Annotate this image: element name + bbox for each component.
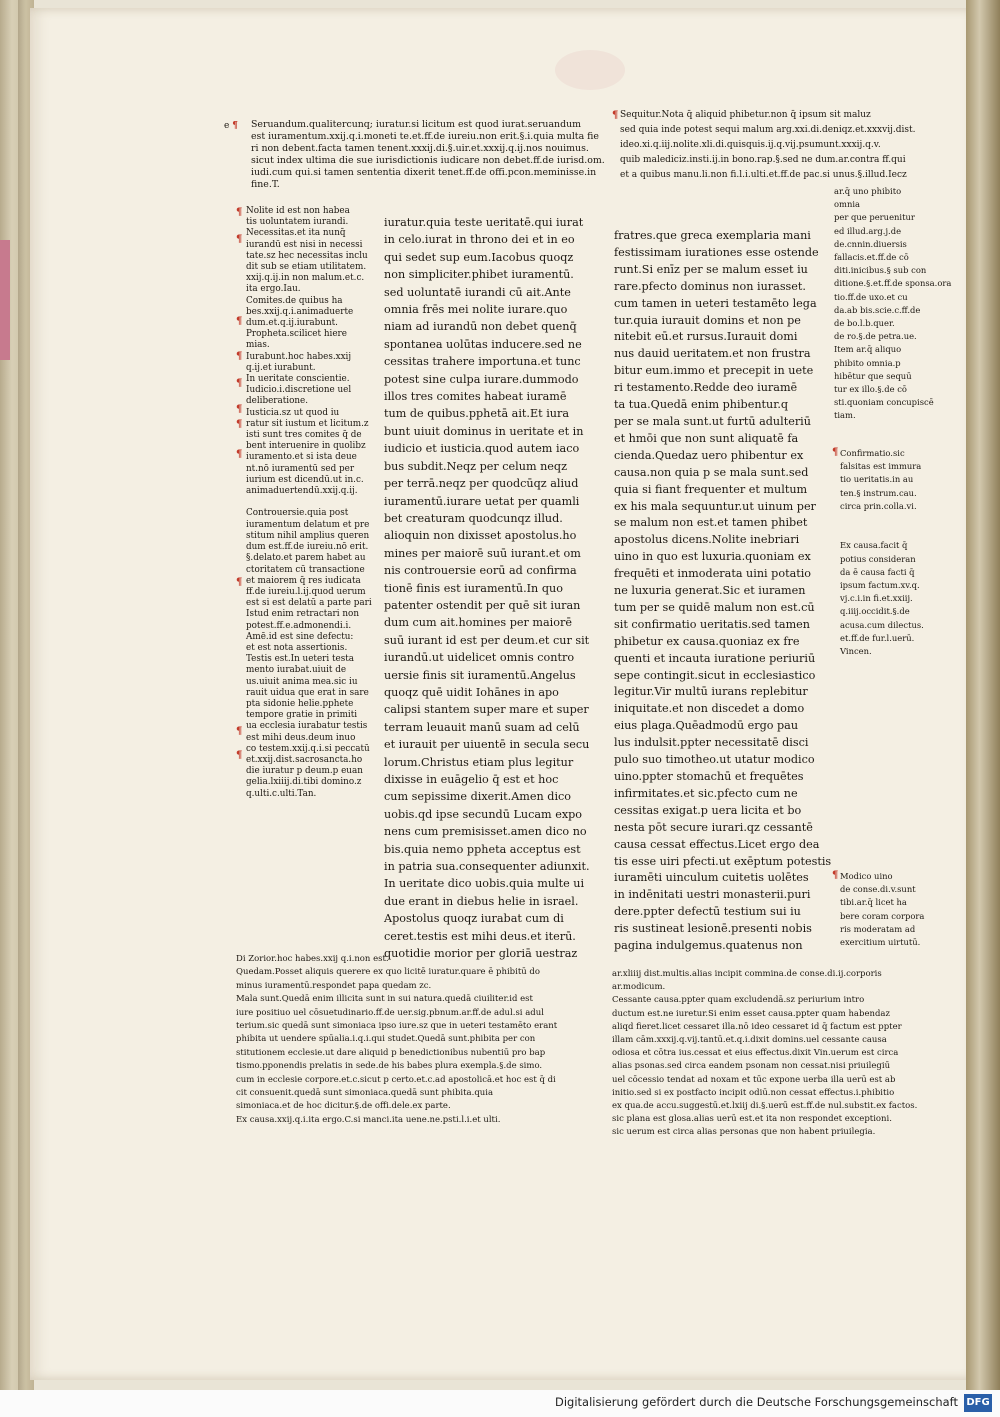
gloss-right-column: ar.q̄ uno phibito omnia per que peruenitur ed illud.arg.j.de de.cnnin.diuersis fallacis.et.ff.de cō diti.inicibus.§ sub con ditione.§.et.ff.de sponsa.ora tio.ff.de uxo.et cu da.ab bis.scie.c.ff.de de bo.l.b.quer. de ro.§.de petra.ue. Item ar.q̄ aliquo phibito omnia.p hibētur que sequū tur ex illo.§.de cō sti.quoniam concupiscē tiam. xyxy=(834,186,952,421)
gloss-bottom-right: ar.xliiij dist.multis.alias incipit commina.de conse.di.ij.corporis ar.modicum. Cessante causa.ppter quam excludendā.sz periurium intro ductum est.ne iuretur.Si enim esset causa.ppter quam habendaz aliqd fieret.licet cessaret illa.nō ideo cessaret id q̄ factum est ppter illam cām.xxxij.q.vij.tantū.et.q.i.dixit domins.uel cessante causa odiosa et cōtra ius.cessat et eius effectus.dixit Vin.uerum est circa alias psonas.sed circa eandem psonam non cessat.nisi priuilegiū uel cōcessio tendat ad noxam et tūc expone uerba illa uerū est ab initio.sed si ex postfacto incipit odiū.non cessat effectus.i.phibitio ex qua.de accu.suggestū.et.lxiij di.§.uerū est.ff.de nul.substit.ex factos. sic plana est glosa.alias uerū est.et ita non respondet exceptioni. sic uerum est circa alias personas que non habent priuilegia. xyxy=(612,969,918,1138)
gloss-right-column-3: Modico uino de conse.di.v.sunt tibi.ar.q̄ licet ha bere coram corpora ris moderatam ad exercitium uirtutū. xyxy=(840,871,925,948)
funding-caption: Digitalisierung gefördert durch die Deutsche Forschungsgemeinschaft xyxy=(555,1395,958,1409)
rubric-mark: ¶ xyxy=(236,316,243,327)
main-text-column-1: iuratur.quia teste ueritatē.qui iurat in celo.iurat in throno dei et in eo qui sedet sup eum.Iacobus quoqz non simpliciter.phibet iuramentū. sed uoluntatē iurandi cū ait.Ante omnia frēs mei nolite iurare.quo niam ad iurandū non debet quenq̄ spontanea uolūtas inducere.sed ne cessitas trahere importuna.et tunc potest sine culpa iurare.dummodo illos tres comites habeat iuramē tum de quibus.pphetā ait.Et iura bunt uiuit dominus in ueritate et in iudicio et iusticia.quod autem iaco bus subdit.Neqz per celum neqz per terrā.neqz per quodcūqz aliud iuramentū.iurare uetat per quamli bet creaturam quodcunqz illud. alioquin non dixisset apostolus.ho mines per maiorē suū iurant.et om nis controuersie eorū ad confirma tionē finis est iuramentū.In quo patenter ostendit per quē sit iuran dum cum ait.homines per maiorē suū iurant id est per deum.et cur sit iurandū.ut uidelicet omnis contro uersie finis sit iuramentū.Angelus quoqz quē uidit Iohānes in apo calipsi stantem super mare et super terram leuauit manū suam ad celū et iurauit per uiuentē in secula secu lorum.Christus etiam plus legitur dixisse in euāgelio q̄ est et hoc cum sepissime dixerit.Amen dico uobis.qd ipse secundū Lucam expo nens cum premisisset.amen dico no bis.quia nemo ppheta acceptus est in patria sua.consequenter adiunxit. In ueritate dico uobis.quia multe ui due erant in diebus helie in israel. Apostolus quoqz iurabat cum di ceret.testis est mihi deus.et iterū. quotidie morior per gloriā uestraz xyxy=(384,216,590,961)
dfg-logo: DFG xyxy=(964,1394,992,1412)
page-stain xyxy=(555,50,625,90)
right-binding xyxy=(966,0,1000,1390)
gloss-top-right: Sequitur.Nota q̄ aliquid phibetur.non q̄ ipsum sit maluz sed quia inde potest sequi malum arg.xxi.di.deniqz.et.xxxvij.dist. ideo.xi.q.iij.nolite.xli.di.quisquis.ij.q.vij.psumunt.xxxij.q.v. quib malediciz.insti.ij.in bono.rap.§.sed ne dum.ar.contra ff.qui et a quibus manu.li.non fi.l.i.ulti.et.ff.de pac.si unus.§.illud.Iecz xyxy=(620,110,916,180)
rubric-mark: ¶ xyxy=(236,351,243,362)
rubric-mark: ¶ xyxy=(612,110,619,121)
rubric-mark: ¶ xyxy=(832,870,839,881)
page-edge xyxy=(0,0,34,1390)
rubric-mark: ¶ xyxy=(236,234,243,245)
rubric-mark: ¶ xyxy=(236,449,243,460)
spine-shadow xyxy=(18,0,26,1390)
main-text-column-2: fratres.que greca exemplaria mani festissimam iurationes esse ostende runt.Si enīz per se malum esset iu rare.pfecto dominus non iurasset. cum tamen in ueteri testamēto lega tur.quia iurauit domins et non pe nitebit eū.et rursus.Iurauit domi nus dauid ueritatem.et non frustra bitur eum.immo et precepit in uete ri testamento.Redde deo iuramē ta tua.Quedā enim phibentur.q per se mala sunt.ut furtū adulteriū et hmōi que non sunt aliquatē fa cienda.Quedaz uero phibentur ex causa.non quia p se mala sunt.sed quia si fiant frequenter et multum ex his mala sequuntur.ut uinum per se malum non est.et tamen phibet apostolus dicens.Nolite inebriari uino in quo est luxuria.quoniam ex frequēti et inmoderata uini potatio ne luxuria generat.Sic et iuramen tum per se quidē malum non est.cū sit confirmatio ueritatis.sed tamen phibetur ex causa.quoniaz ex fre quenti et incauta iuratione periuriū sepe contingit.sicut in ecclesiastico legitur.Vir multū iurans replebitur iniquitate.et non discedet a domo eius plaga.Quēadmodū ergo pau lus indulsit.ppter necessitatē disci pulo suo timotheo.ut utatur modico uino.ppter stomachū et frequētes infirmitates.et sic.pfecto cum ne cessitas exigat.p uera licita et bo nesta pōt secure iurari.qz cessantē causa cessat effectus.Licet ergo dea tis esse uiri pfecti.ut exēptum potestis iuramēti uinculum cuitetis uolētes in indēnitati uestri monasterii.puri dere.ppter defectū testium sui iu ris sustineat lesionē.presenti nobis pagina indulgemus.quatenus non xyxy=(614,229,832,953)
rubric-mark: ¶ xyxy=(236,750,243,761)
gloss-left-column: Nolite id est non habea tis uoluntatem iurandi. Necessitas.et ita nunq̄ iurandū est nisi in necessi tate.sz hec necessitas inclu dit sub se etiam utilitatem. xxij.q.ij.in non malum.et.c. ita ergo.Iau. Comites.de quibus ha bes.xxij.q.i.animaduerte dum.et.q.ij.iurabunt. Propheta.scilicet hiere mias. Iurabunt.hoc habes.xxij q.ij.et iurabunt. In ueritate conscientie. Iudicio.i.discretione uel deliberatione. Iusticia.sz ut quod iu ratur sit iustum et licitum.z isti sunt tres comites q̄ de bent interuenire in quolibz iuramento.et si ista deue nt.nō iuramentū sed per iurium est dicendū.ut in.c. animaduertendū.xxij.q.ij. Controuersie.quia post iuramentum delatum et pre stitum nihil amplius queren dum est.ff.de iureiu.nō erit. §.delato.et parem habet au ctoritatem cū transactione et maiorem q̄ res iudicata ff.de iureiu.l.ij.quod uerum est si est delatū a parte pari Istud enim retractari non potest.ff.e.admonendi.i. Amē.id est sine defectu: et est nota assertionis. Testis est.In ueteri testa mento iurabat.uiuit de us.uiuit anima mea.sic iu rauit uidua que erat in sare pta sidonie helie.pphete tempore gratie in primiti ua ecclesia iurabatur testis est mihi deus.deum inuo co testem.xxij.q.i.si peccatū et.xxij.dist.sacrosancta.ho die iuratur p deum.p euan gelia.lxiiij.di.tibi domino.z q.ulti.c.ulti.Tan. xyxy=(246,206,372,799)
gloss-top-left: Seruandum.qualitercunq; iuratur.si licitum est quod iurat.seruandum est iuramentum.xxij.q.i.moneti te.et.ff.de iureiu.non erit.§.i.quia multa ri non debent.facta tamen tenent.xxxij.di.§.uir.et.xxxij.q.ij.nos nouimus. sicut index ultima die sue iurisdictionis iudicare non debet.ff.de iurisd.om. iudi.cum qui.si tamen sententia dixerit tenet.ff.de offi.pcon.meminisse.in fine.T. xyxy=(251,119,605,190)
rubric-mark: ¶ xyxy=(236,404,243,415)
gloss-bottom-left: Di Zorior.hoc habes.xxij q.i.non est. Quedam.Posset aliquis querere ex quo licitē iuratur.quare ē phibitū do minus iuramentū.respondet papa quedam zc. Mala sunt.Quedā enim illicita sunt in sui natura.quedā ciuiliter.id est iure positiuo uel cōsuetudinario.ff.de uer.sig.pbnum.ar.ff.de adul.si adul terium.sic quedā sunt simoniaca ipso iure.sz que in ueteri testamēto erant phibita ut uendere spūalia.i.q.i.qui studet.Quedā sunt.phibita per con stitutionem ecclesie.ut dare aliquid p benedictionibus nubentiū pro bap tismo.pponendis prelatis in sede.de his babes plura exempla.§.de simo. cum in ecclesie corpore.et.c.sicut p certo.et.c.ad apostolicā.et hoc est q̄ di cit consuenit.quedā sunt simoniaca.quedā sunt phibita.quia simoniaca.et de hoc dicitur.§.de offi.dele.ex parte. Ex causa.xxij.q.i.ita ergo.C.si manci.ita uene.ne.psti.l.i.et ulti. xyxy=(236,954,558,1125)
ribbon-marker xyxy=(0,240,10,360)
rubric-mark: ¶ xyxy=(236,207,243,218)
rubric-mark: ¶ xyxy=(236,378,243,389)
gloss-right-column-2: Confirmatio.sic falsitas est immura tio ueritatis.in au ten.§ instrum.cau. circa prin.colla.vi. Ex causa.facit q̄ potius consideran da ē causa facti q̄ ipsum factum.xv.q. vj.c.i.in fi.et.xxiij. q.iiij.occidit.§.de acusa.cum dilectus. et.ff.de fur.l.uerū. Vincen. xyxy=(840,448,924,657)
gloss-marker: e ¶ xyxy=(224,121,238,131)
rubric-mark: ¶ xyxy=(832,447,839,458)
rubric-mark: ¶ xyxy=(236,419,243,430)
rubric-mark: ¶ xyxy=(236,726,243,737)
rubric-mark: ¶ xyxy=(236,577,243,588)
